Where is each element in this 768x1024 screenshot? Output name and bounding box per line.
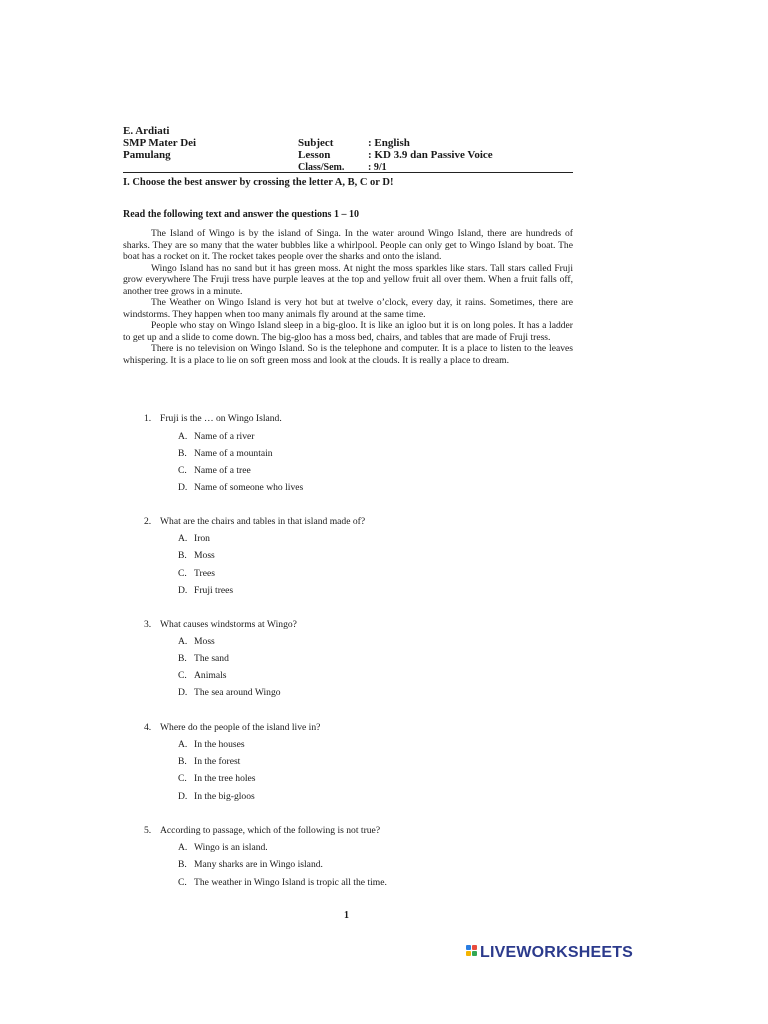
q2-option-a[interactable]	[178, 533, 210, 545]
brand-name: LIVEWORKSHEETS	[480, 944, 634, 961]
q3-option-c[interactable]	[178, 670, 227, 682]
question-number: 2.	[144, 516, 152, 527]
lesson-value: : KD 3.9 dan Passive Voice	[368, 149, 493, 161]
q2-option-b[interactable]	[178, 550, 215, 562]
q2-option-c[interactable]	[178, 568, 215, 580]
option-text: Name of a mountain	[194, 448, 273, 459]
passage-paragraph: People who stay on Wingo Island sleep in a big-gloo. It is like an igloo but it is on long poles. It has a ladder to get up and a slide to come down. The big-gloo has a moss bed, chairs, and tables that are made of Fruji tress.	[123, 320, 573, 343]
option-letter: B.	[178, 550, 187, 561]
option-letter: D.	[178, 791, 188, 802]
question-text: What causes windstorms at Wingo?	[160, 619, 297, 630]
option-text: Name of a river	[194, 431, 255, 442]
subject-label: Subject	[298, 137, 334, 149]
question-5	[144, 825, 380, 837]
question-number: 4.	[144, 722, 152, 733]
option-text: The sea around Wingo	[194, 687, 281, 698]
question-3	[144, 619, 297, 631]
option-text: Animals	[194, 670, 227, 681]
option-letter: C.	[178, 773, 187, 784]
option-letter: C.	[178, 465, 187, 476]
q3-option-d[interactable]	[178, 687, 281, 699]
question-number: 3.	[144, 619, 152, 630]
option-text: Fruji trees	[194, 585, 234, 596]
option-letter: D.	[178, 585, 188, 596]
q5-option-b[interactable]	[178, 859, 323, 871]
passage-paragraph: Wingo Island has no sand but it has green moss. At night the moss sparkles like stars. Tall stars called Fruji grow everywhere The Fruji tress have purple leaves at the top and yellow fruit all over them. When a fruit falls off, another tree grows in a minute.	[123, 262, 573, 297]
question-text: According to passage, which of the following is not true?	[160, 825, 381, 836]
q2-option-d[interactable]	[178, 585, 233, 597]
option-text: The sand	[194, 653, 229, 664]
q1-option-c[interactable]	[178, 465, 251, 477]
option-letter: A.	[178, 739, 188, 750]
q3-option-b[interactable]	[178, 653, 229, 665]
q3-option-a[interactable]	[178, 636, 215, 648]
question-4	[144, 722, 320, 734]
option-text: Name of a tree	[194, 465, 251, 476]
option-text: Moss	[194, 550, 215, 561]
q5-option-a[interactable]	[178, 842, 268, 854]
question-1	[144, 413, 282, 425]
q4-option-d[interactable]	[178, 791, 255, 803]
option-letter: B.	[178, 756, 187, 767]
option-text: Many sharks are in Wingo island.	[194, 859, 323, 870]
option-letter: C.	[178, 877, 187, 888]
school-name: SMP Mater Dei	[123, 137, 197, 149]
q1-option-a[interactable]	[178, 431, 254, 443]
option-letter: C.	[178, 670, 187, 681]
option-text: In the tree holes	[194, 773, 256, 784]
option-letter: B.	[178, 448, 187, 459]
q4-option-b[interactable]	[178, 756, 240, 768]
option-letter: A.	[178, 842, 188, 853]
option-text: Trees	[194, 568, 215, 579]
author-name: E. Ardiati	[123, 125, 170, 137]
q1-option-b[interactable]	[178, 448, 273, 460]
option-text: In the forest	[194, 756, 241, 767]
option-letter: D.	[178, 482, 188, 493]
option-text: Wingo is an island.	[194, 842, 268, 853]
section-instruction: I. Choose the best answer by crossing the letter A, B, C or D!	[123, 177, 394, 188]
question-text: Where do the people of the island live in?	[160, 722, 321, 733]
option-letter: B.	[178, 859, 187, 870]
liveworksheets-brand[interactable]	[466, 944, 633, 962]
option-text: Iron	[194, 533, 210, 544]
option-letter: B.	[178, 653, 187, 664]
q4-option-a[interactable]	[178, 739, 245, 751]
question-number: 1.	[144, 413, 152, 424]
q1-option-d[interactable]	[178, 482, 303, 494]
subject-value: : English	[368, 137, 410, 149]
question-text: Fruji is the … on Wingo Island.	[160, 413, 282, 424]
question-number: 5.	[144, 825, 152, 836]
lesson-label: Lesson	[298, 149, 331, 161]
header-divider	[123, 172, 573, 173]
class-label: Class/Sem.	[298, 162, 345, 173]
q4-option-c[interactable]	[178, 773, 256, 785]
question-text: What are the chairs and tables in that island made of?	[160, 516, 366, 527]
read-instruction: Read the following text and answer the questions 1 – 10	[123, 209, 359, 220]
option-letter: A.	[178, 636, 188, 647]
question-2	[144, 516, 365, 528]
option-text: The weather in Wingo Island is tropic all the time.	[194, 877, 387, 888]
liveworksheets-logo-icon	[466, 945, 479, 958]
city-name: Pamulang	[123, 149, 171, 161]
class-value: : 9/1	[368, 162, 387, 173]
option-text: Moss	[194, 636, 215, 647]
option-text: In the houses	[194, 739, 245, 750]
q5-option-c[interactable]	[178, 877, 387, 889]
reading-passage	[123, 228, 573, 366]
option-letter: C.	[178, 568, 187, 579]
page-number: 1	[344, 910, 349, 921]
option-letter: D.	[178, 687, 188, 698]
option-text: In the big-gloos	[194, 791, 255, 802]
option-letter: A.	[178, 431, 188, 442]
option-text: Name of someone who lives	[194, 482, 304, 493]
passage-paragraph: The Island of Wingo is by the island of Singa. In the water around Wingo Island, there are hundreds of sharks. They are so many that the water bubbles like a whirlpool. People can only get to Wingo Island by boat. The boat has a rocket on it. The rocket takes people over the sharks and onto the island.	[123, 228, 573, 262]
option-letter: A.	[178, 533, 188, 544]
passage-paragraph: There is no television on Wingo Island. So is the telephone and computer. It is a place to listen to the leaves whispering. It is a place to lie on soft green moss and look at the clouds. It is really a place to dream.	[123, 343, 573, 366]
passage-paragraph: The Weather on Wingo Island is very hot but at twelve o’clock, every day, it rains. Sometimes, there are windstorms. They happen when too many animals fly around at the same time.	[123, 297, 573, 320]
